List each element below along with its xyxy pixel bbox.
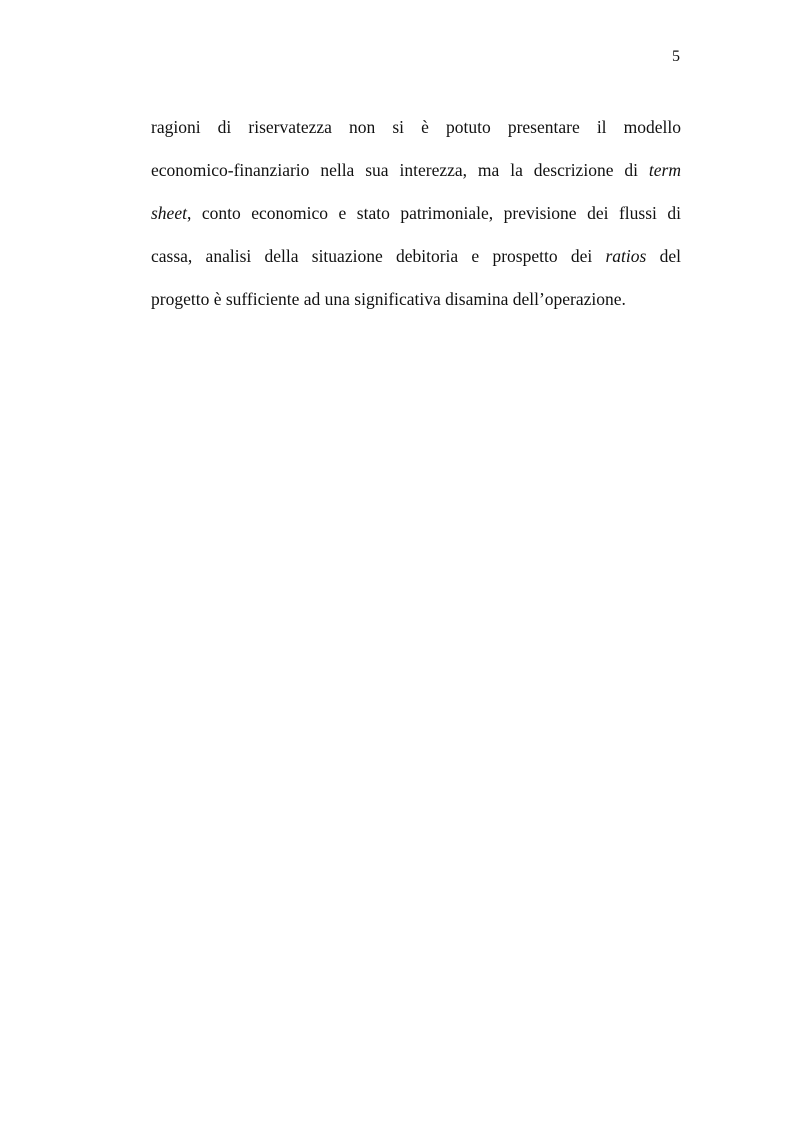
text-run: economico-finanziario nella sua interezza, ma la descrizione di	[151, 160, 649, 180]
text-run: del	[646, 246, 681, 266]
text-run: cassa, analisi della situazione debitoria e prospetto dei	[151, 246, 606, 266]
italic-term: sheet	[151, 203, 187, 223]
page-number: 5	[672, 48, 680, 65]
body-paragraph	[151, 106, 681, 321]
text-run: progetto è sufficiente ad una significativa disamina dell’operazione.	[151, 289, 626, 309]
paragraph-line	[151, 149, 681, 192]
italic-term: ratios	[605, 246, 647, 266]
text-run: , conto economico e stato patrimoniale, previsione dei flussi di	[186, 203, 681, 223]
paragraph-line	[151, 106, 681, 149]
paragraph-line	[151, 192, 681, 235]
italic-term: term	[648, 160, 681, 180]
text-run: ragioni di riservatezza non si è potuto presentare il modello	[151, 117, 681, 137]
paragraph-line	[151, 278, 681, 321]
paragraph-line	[151, 235, 681, 278]
